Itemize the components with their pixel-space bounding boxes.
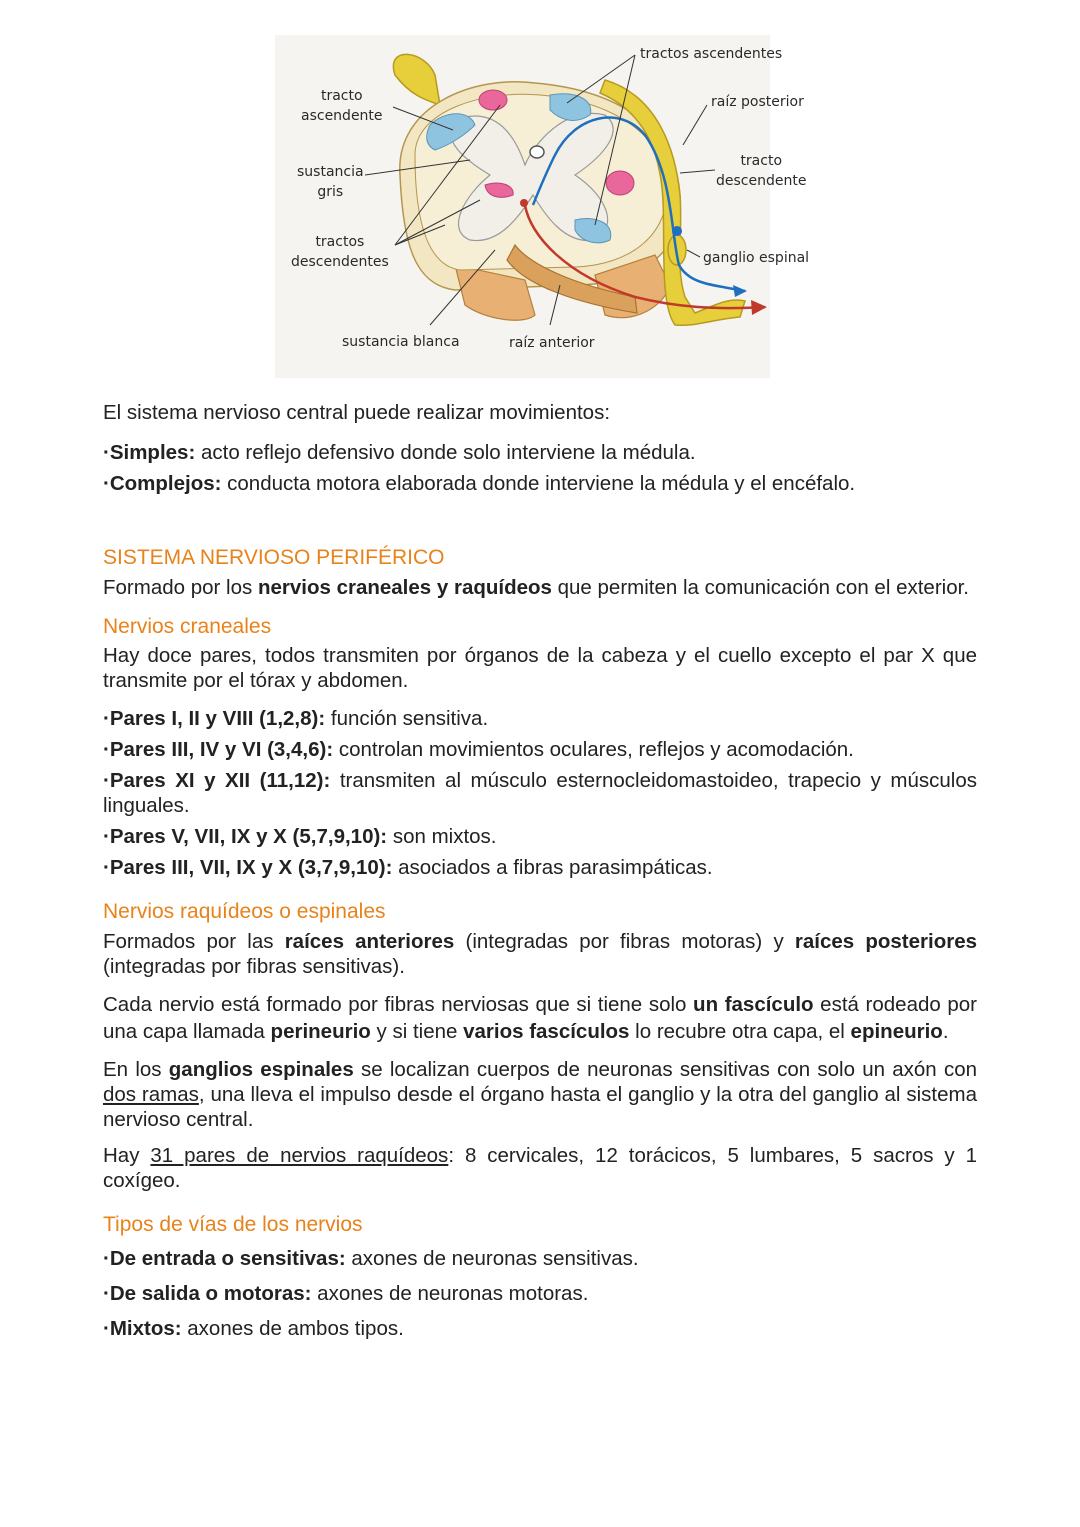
snp-paragraph: Formado por los nervios craneales y raquídeos que permiten la comunicación con el exterior.: [103, 576, 969, 599]
raquideos-paragraph-4: Hay 31 pares de nervios raquídeos: 8 cervicales, 12 torácicos, 5 lumbares, 5 sacros y 1 coxígeo.: [103, 1144, 977, 1192]
list-item: ·Simples: acto reflejo defensivo donde solo interviene la médula.: [103, 441, 696, 464]
label-ganglio-espinal: ganglio espinal: [703, 250, 810, 266]
craneales-paragraph: Hay doce pares, todos transmiten por órganos de la cabeza y el cuello excepto el par X que transmite por el tórax y abdomen.: [103, 644, 977, 692]
list-item: ·De entrada o sensitivas: axones de neuronas sensitivas.: [103, 1247, 639, 1270]
section-title-craneales: Nervios craneales: [103, 615, 272, 638]
raquideos-paragraph-1: Formados por las raíces anteriores (integradas por fibras motoras) y raíces posteriores (integradas por fibras sensitivas).: [103, 930, 978, 978]
list-item: ·Pares III, IV y VI (3,4,6): controlan movimientos oculares, reflejos y acomodación.: [103, 738, 854, 761]
list-item: ·Mixtos: axones de ambos tipos.: [103, 1317, 404, 1340]
list-item: ·Pares XI y XII (11,12): transmiten al músculo esternocleidomastoideo, trapecio y músculos linguales.: [103, 769, 977, 817]
section-title-vias: Tipos de vías de los nervios: [103, 1213, 363, 1236]
list-item: ·Pares III, VII, IX y X (3,7,9,10): asociados a fibras parasimpáticas.: [103, 856, 713, 879]
section-title-snp: SISTEMA NERVIOSO PERIFÉRICO: [103, 546, 445, 569]
label-tracto-descendente: tracto descendente: [716, 153, 807, 189]
list-item: ·Complejos: conducta motora elaborada donde interviene la médula y el encéfalo.: [103, 472, 856, 495]
label-raiz-posterior: raíz posterior: [711, 94, 804, 110]
list-item: ·Pares I, II y VIII (1,2,8): función sensitiva.: [103, 707, 489, 730]
label-tractos-ascendentes: tractos ascendentes: [640, 46, 783, 62]
label-raiz-anterior: raíz anterior: [509, 335, 595, 351]
raquideos-paragraph-3: En los ganglios espinales se localizan cuerpos de neuronas sensitivas con solo un axón con dos ramas, una lleva el impulso desde el órgano hasta el ganglio y la otra del ganglio al sistema nervioso central.: [103, 1058, 977, 1131]
raquideos-paragraph-2: Cada nervio está formado por fibras nerviosas que si tiene solo un fascículo está rodeado por una capa llamada perineurio y si tiene varios fascículos lo recubre otra capa, el epineurio.: [103, 993, 978, 1043]
label-tracto-ascendente: tracto ascendente: [301, 88, 383, 124]
label-tractos-descendentes: tractos descendentes: [291, 234, 389, 270]
document-body: [103, 400, 977, 1341]
label-sustancia-gris: sustancia gris: [297, 164, 364, 200]
list-item: ·Pares V, VII, IX y X (5,7,9,10): son mixtos.: [103, 825, 497, 848]
section-title-raquideos: Nervios raquídeos o espinales: [103, 900, 386, 923]
intro-lead: El sistema nervioso central puede realizar movimientos:: [103, 401, 611, 424]
spinal-cord-figure: [275, 35, 810, 378]
list-item: ·De salida o motoras: axones de neuronas motoras.: [103, 1282, 589, 1305]
label-sustancia-blanca: sustancia blanca: [342, 334, 460, 350]
